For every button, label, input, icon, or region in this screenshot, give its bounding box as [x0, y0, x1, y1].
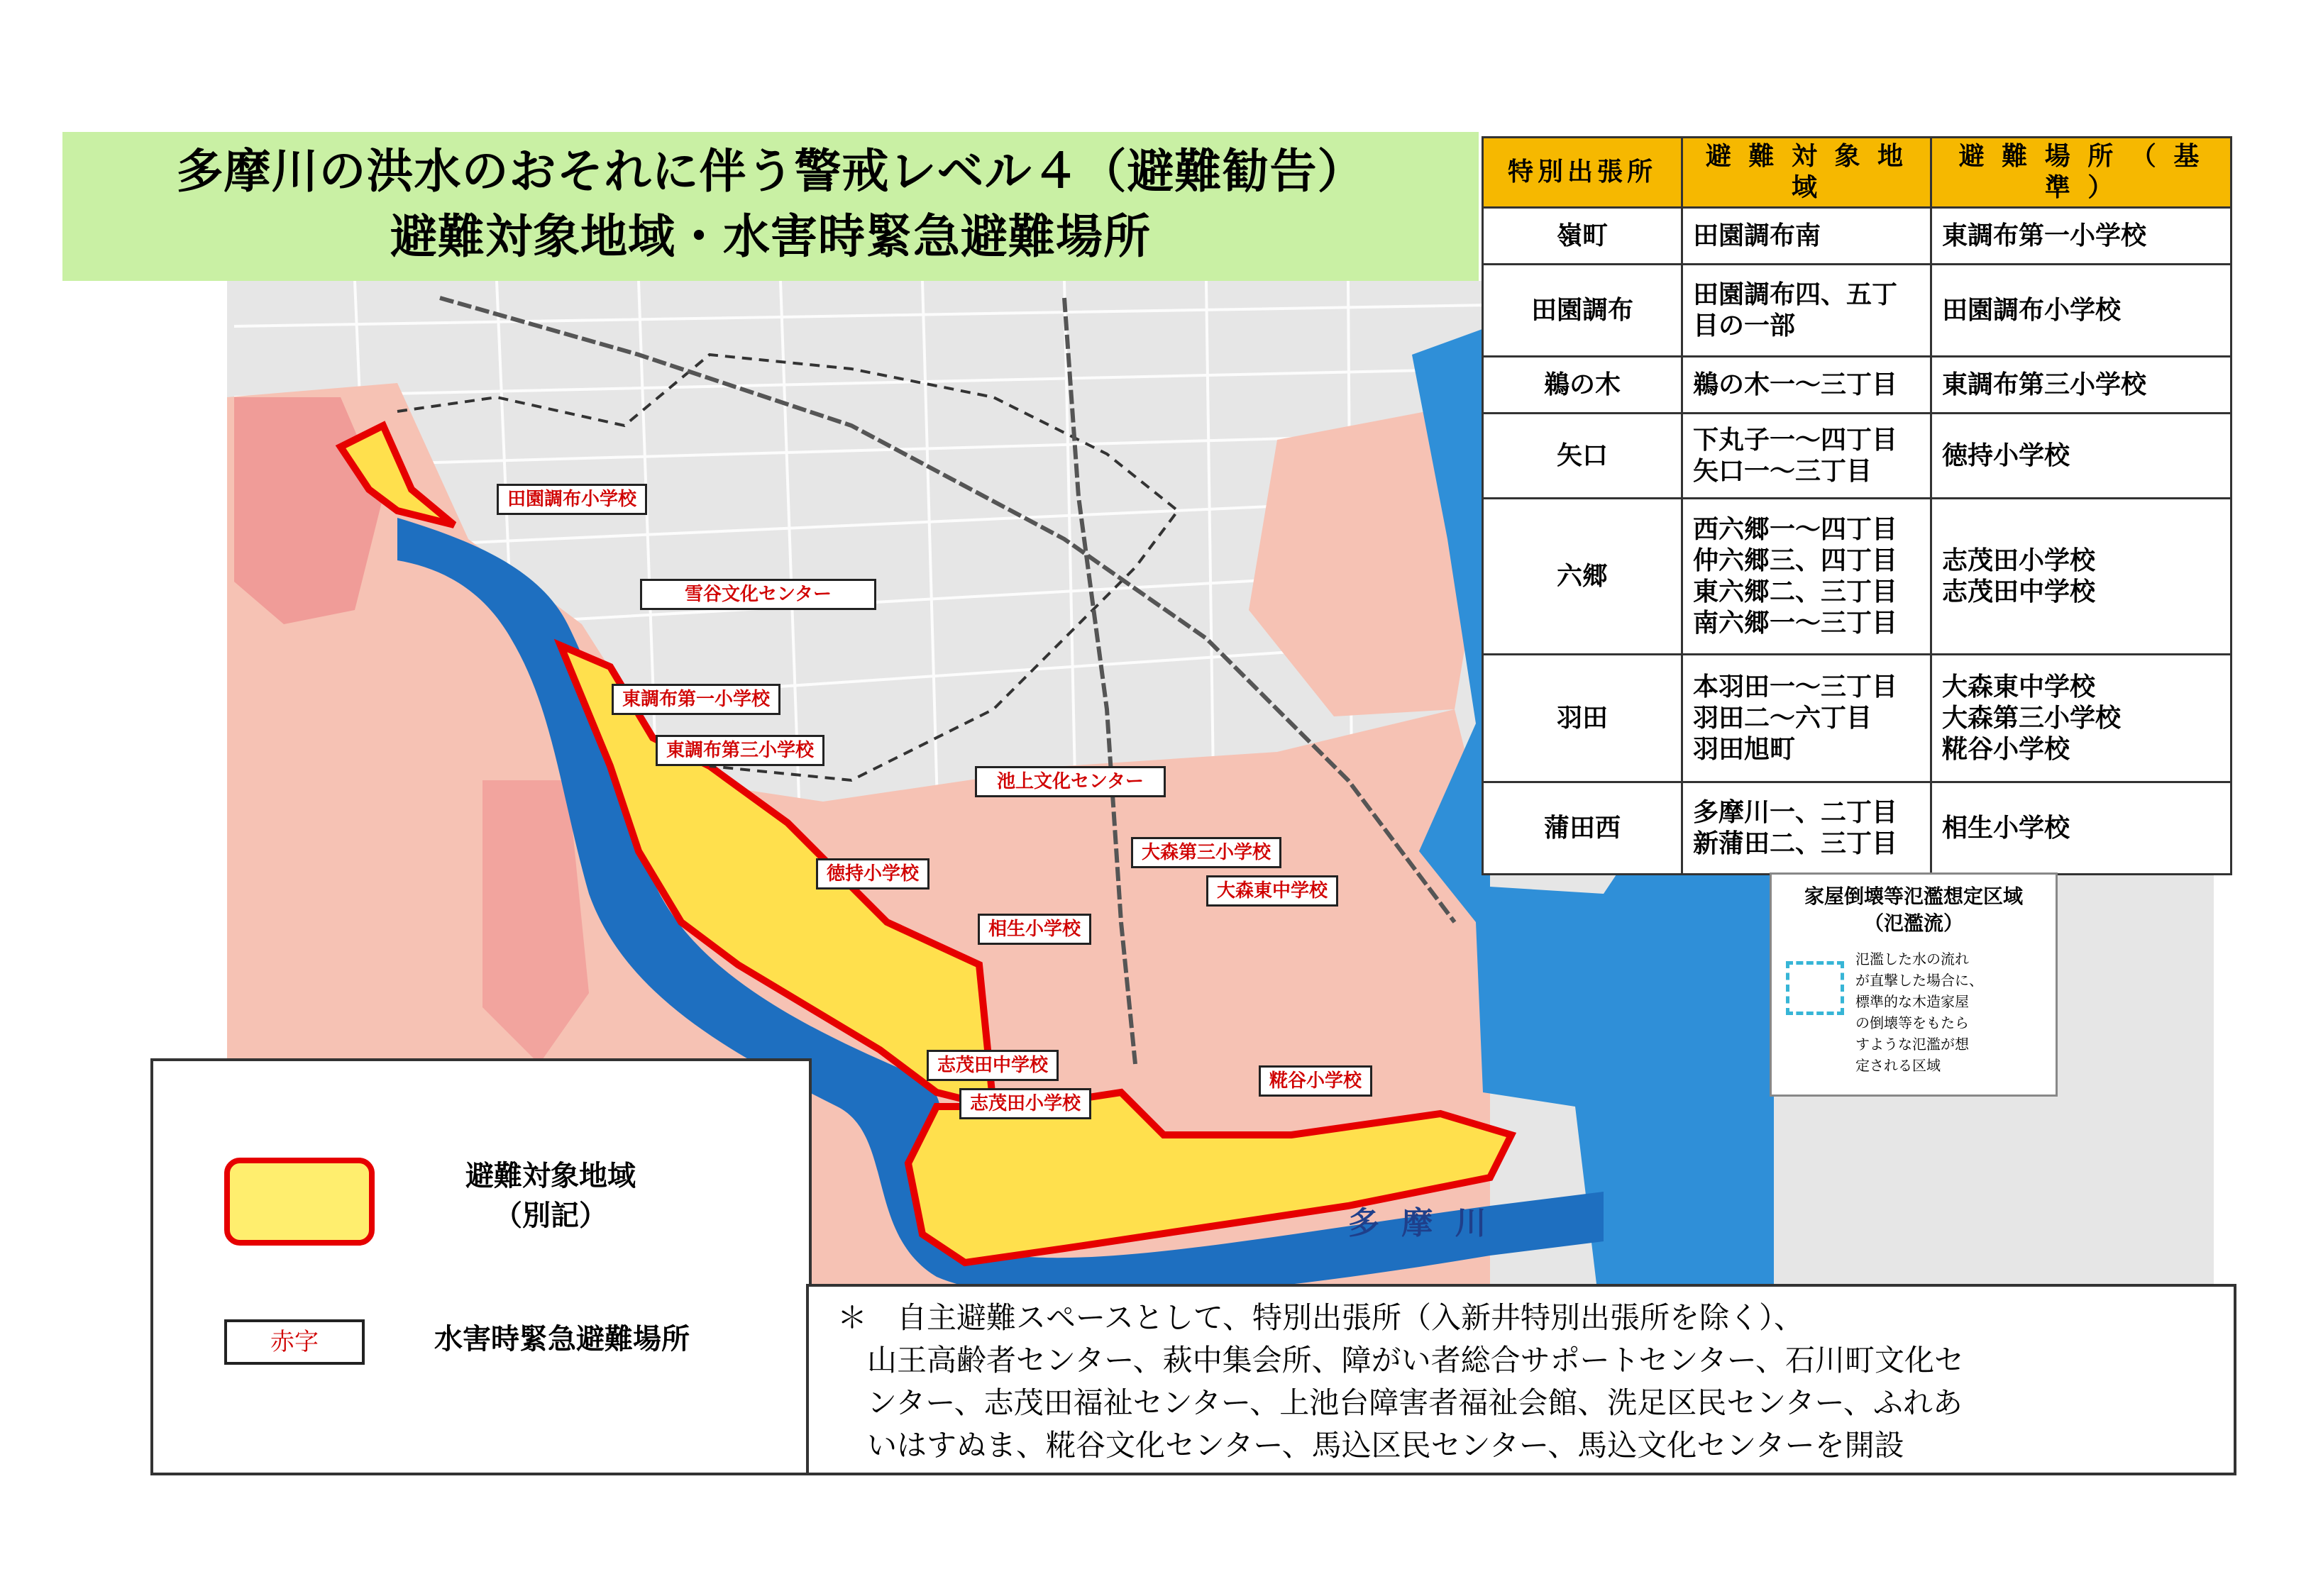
title-line-2: 避難対象地域・水害時緊急避難場所: [390, 209, 1151, 264]
shelter-label-denenchofu-es: 田園調布小学校: [497, 484, 647, 515]
note-box: [806, 1284, 2236, 1475]
table-row: [1483, 208, 2231, 265]
table-row: [1483, 782, 2231, 875]
table-row: [1483, 265, 2231, 357]
table-cell-shelter: 田園調布小学校: [1931, 265, 2231, 357]
note-text: ＊ 自主避難スペースとして、特別出張所（入新井特別出張所を除く）、 山王高齢者センター、萩中集会所、障がい者総合サポートセンター、石川町文化セ ンター、志茂田福祉センター、上池台障害者福祉会館、洗足区民センター、ふれあ いはすぬま、糀谷文化センター、馬込区民センター、馬込文化センターを開設: [837, 1300, 1965, 1463]
table-header-row: [1483, 138, 2231, 208]
map-legend: [150, 1058, 812, 1475]
table-row: [1483, 357, 2231, 414]
shelter-label-kojiya-es: 糀谷小学校: [1259, 1065, 1372, 1097]
flood-legend-swatch: [1786, 961, 1844, 1015]
table-cell-shelter: 東調布第一小学校: [1931, 208, 2231, 265]
table-cell-area: 鵜の木一～三丁目: [1682, 357, 1931, 414]
table-cell-office: 鵜の木: [1483, 357, 1682, 414]
table-cell-office: 羽田: [1483, 655, 1682, 782]
table-header-area: 避 難 対 象 地 域: [1682, 138, 1931, 208]
table-cell-area: 多摩川一、二丁目 新蒲田二、三丁目: [1682, 782, 1931, 875]
table-row: [1483, 499, 2231, 655]
table-cell-shelter: 志茂田小学校 志茂田中学校: [1931, 499, 2231, 655]
river-label: 多 摩 川: [1348, 1205, 1492, 1241]
evac-area-legend-label: 避難対象地域 （別記）: [465, 1160, 636, 1232]
shelter-label-tokumochi-es: 徳持小学校: [816, 858, 929, 890]
shelter-label-shimoda-es: 志茂田小学校: [959, 1088, 1091, 1119]
table-cell-shelter: 徳持小学校: [1931, 414, 2231, 499]
table-cell-shelter: 大森東中学校 大森第三小学校 糀谷小学校: [1931, 655, 2231, 782]
table-cell-area: 田園調布南: [1682, 208, 1931, 265]
shelter-label-omori3-es: 大森第三小学校: [1131, 837, 1281, 868]
flood-legend-title: 家屋倒壊等氾濫想定区域 （氾濫流）: [1804, 885, 2023, 935]
shelter-label-ikegami-center: 池上文化センター: [975, 766, 1166, 797]
table-cell-office: 蒲田西: [1483, 782, 1682, 875]
shelter-label-aioi-es: 相生小学校: [978, 914, 1091, 945]
table-cell-shelter: 東調布第三小学校: [1931, 357, 2231, 414]
table-cell-area: 西六郷一～四丁目 仲六郷三、四丁目 東六郷二、三丁目 南六郷一～三丁目: [1682, 499, 1931, 655]
table-row: [1483, 414, 2231, 499]
shelter-label-higashichofu3-es: 東調布第三小学校: [656, 735, 824, 766]
table-cell-office: 六郷: [1483, 499, 1682, 655]
evac-area-swatch: [224, 1158, 375, 1246]
table-cell-office: 矢口: [1483, 414, 1682, 499]
table-cell-office: 田園調布: [1483, 265, 1682, 357]
table-cell-shelter: 相生小学校: [1931, 782, 2231, 875]
table-cell-office: 嶺町: [1483, 208, 1682, 265]
table-cell-area: 下丸子一～四丁目 矢口一～三丁目: [1682, 414, 1931, 499]
shelter-label-shimoda-jhs: 志茂田中学校: [927, 1050, 1059, 1081]
table-header-office: 特別出張所: [1483, 138, 1682, 208]
table-cell-area: 本羽田一～三丁目 羽田二～六丁目 羽田旭町: [1682, 655, 1931, 782]
table-header-shelter: 避 難 場 所 （ 基 準 ）: [1931, 138, 2231, 208]
shelter-legend-label: 水害時緊急避難場所: [434, 1323, 690, 1356]
shelter-label-higashichofu1-es: 東調布第一小学校: [612, 684, 780, 715]
flood-legend: [1770, 872, 2058, 1097]
evacuation-table: [1482, 136, 2232, 875]
title-banner: [62, 132, 1479, 281]
table-row: [1483, 655, 2231, 782]
shelter-label-yukigaya-center: 雪谷文化センター: [640, 579, 876, 610]
red-text-sample: 赤字: [224, 1319, 365, 1365]
flood-legend-description: 氾濫した水の流れ が直撃した場合に、 標準的な木造家屋 の倒壊等をもたら すような氾濫が想 定される区域: [1855, 951, 1983, 1074]
title-line-1: 多摩川の洪水のおそれに伴う警戒レベル４（避難勧告）: [176, 144, 1365, 199]
shelter-label-omorihigashi-jhs: 大森東中学校: [1206, 875, 1338, 907]
table-cell-area: 田園調布四、五丁 目の一部: [1682, 265, 1931, 357]
